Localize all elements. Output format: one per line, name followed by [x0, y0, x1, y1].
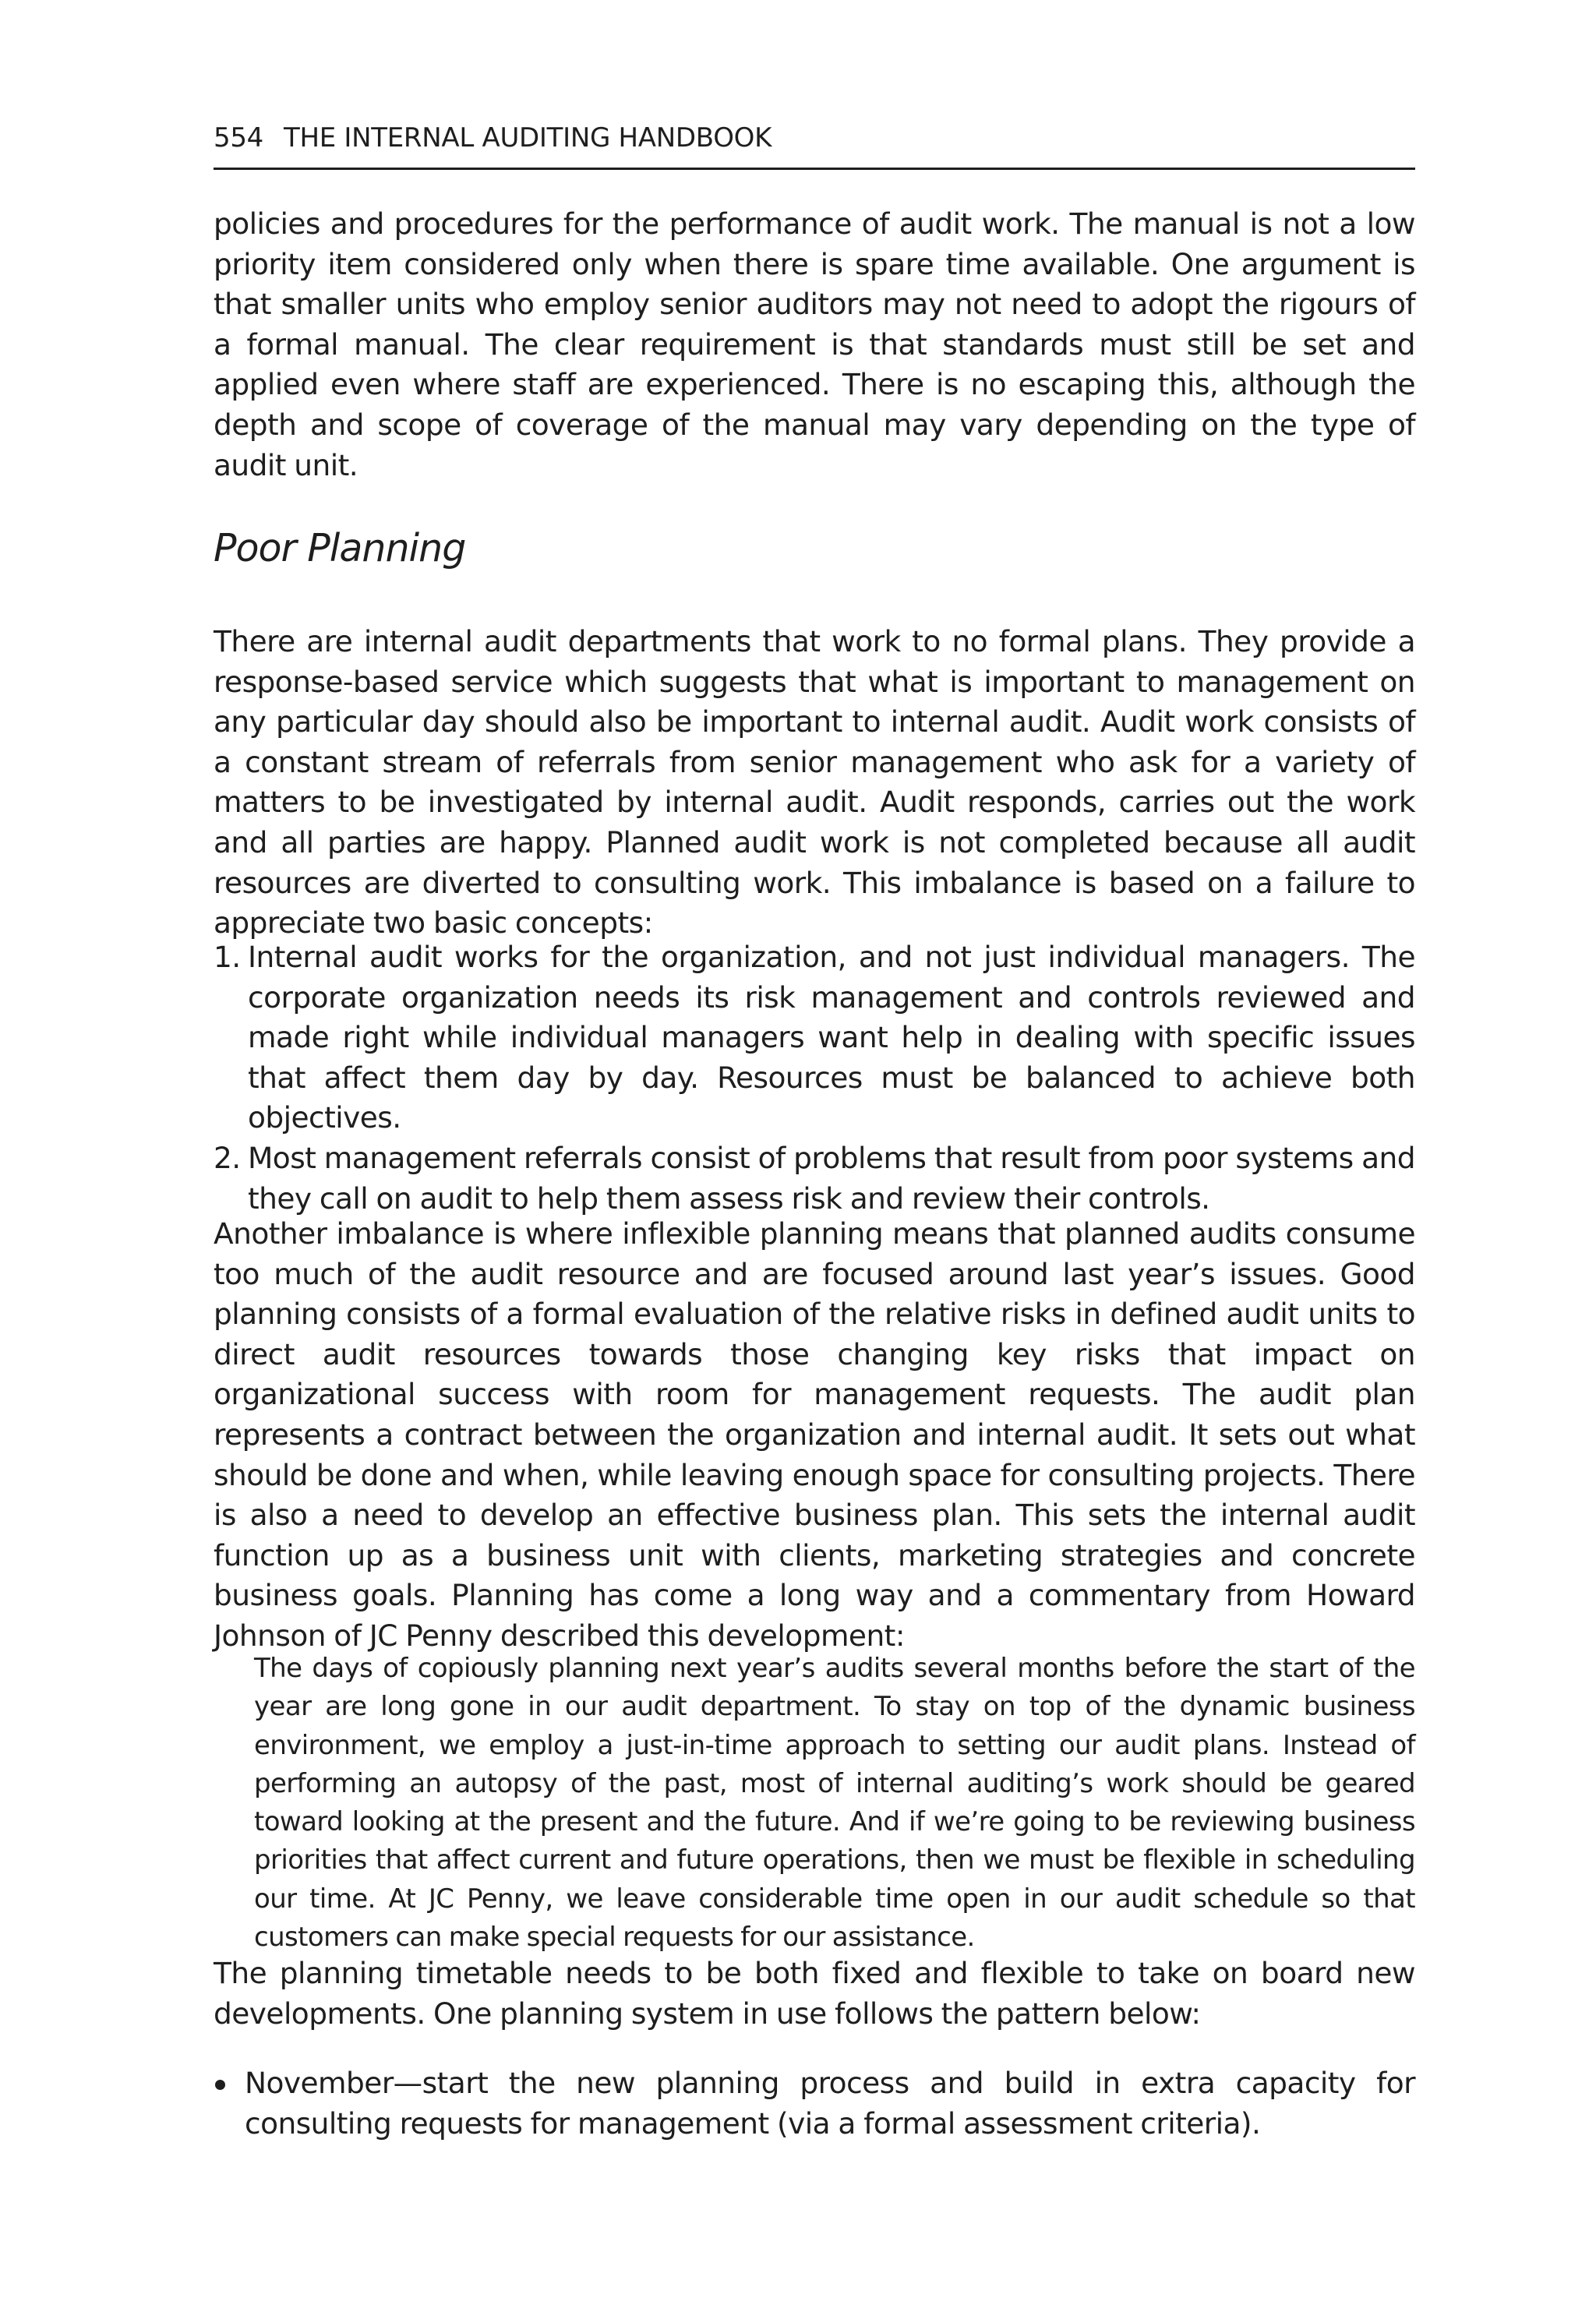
- planning-paragraph: There are internal audit departments that work to no formal plans. They provide a response-based service which suggests that what is important to management on any particular day should also be important to internal audit. Audit work consists of a constant stream of referrals from senior management who ask for a variety of matters to be investigated by internal audit. Audit responds, carries out the work and all parties are happy. Planned audit work is not completed because all audit resources are diverted to consulting work. This imbalance is based on a failure to appreciate two basic concepts:: [214, 624, 1415, 941]
- imbalance-paragraph: Another imbalance is where inflexible planning means that planned audits consume too much of the audit resource and are focused around last year’s issues. Good planning consists of a formal evaluation of the relative risks in defined audit units to direct audit resources towards those changing key risks that impact on organizational success with room for management requests. The audit plan represents a contract between the organization and internal audit. It sets out what should be done and when, while leaving enough space for consulting projects. There is also a need to develop an effective business plan. This sets the internal audit function up as a business unit with clients, marketing strategies and concrete business goals. Planning has come a long way and a commentary from Howard Johnson of JC Penny described this development:: [214, 1216, 1415, 1653]
- numbered-list-item: [214, 937, 1415, 1138]
- block-quote: The days of copiously planning next year’s audits several months before the start of the year are long gone in our audit department. To stay on top of the dynamic business environment, we employ a just-in-time approach to setting our audit plans. Instead of performing an autopsy of the past, most of internal auditing’s work should be geared toward looking at the present and the future. And if we’re going to be reviewing business priorities that affect current and future operations, then we must be flexible in scheduling our time. At JC Penny, we leave considerable time open in our audit schedule so that customers can make special requests for our assistance.: [254, 1653, 1415, 1954]
- bullet-text: November—start the new planning process and build in extra capacity for consulting requests for management (via a formal assessment criteria).: [245, 2066, 1415, 2141]
- item-number: 1.: [214, 940, 241, 974]
- timetable-paragraph: The planning timetable needs to be both fixed and flexible to take on board new developments. One planning system in use follows the pattern below:: [214, 1956, 1415, 2031]
- item-text: Internal audit works for the organization, and not just individual managers. The corporate organization needs its risk management and controls reviewed and made right while individual managers want help in dealing with specific issues that affect them day by day. Resources must be balanced to achieve both objectives.: [248, 940, 1415, 1135]
- section-title: Poor Planning: [214, 526, 466, 570]
- bullet-list-item: [214, 2063, 1415, 2144]
- item-text: Most management referrals consist of problems that result from poor systems and they call on audit to help them assess risk and review their controls.: [248, 1140, 1415, 1216]
- item-number: 2.: [214, 1140, 241, 1175]
- bullet-list: [214, 2063, 1415, 2144]
- header-rule: [214, 168, 1415, 170]
- bullet-icon: [215, 2080, 225, 2090]
- numbered-list-item: [214, 1138, 1415, 1219]
- running-header: [214, 120, 1415, 156]
- intro-paragraph: policies and procedures for the performance of audit work. The manual is not a low priority item considered only when there is spare time available. One argument is that smaller units who employ senior auditors may not need to adopt the rigours of a formal manual. The clear requirement is that standards must still be set and applied even where staff are experienced. There is no escaping this, although the depth and scope of coverage of the manual may vary depending on the type of audit unit.: [214, 206, 1415, 482]
- numbered-list: [214, 937, 1415, 1219]
- page-number: 554: [214, 122, 263, 154]
- book-title: THE INTERNAL AUDITING HANDBOOK: [284, 122, 772, 154]
